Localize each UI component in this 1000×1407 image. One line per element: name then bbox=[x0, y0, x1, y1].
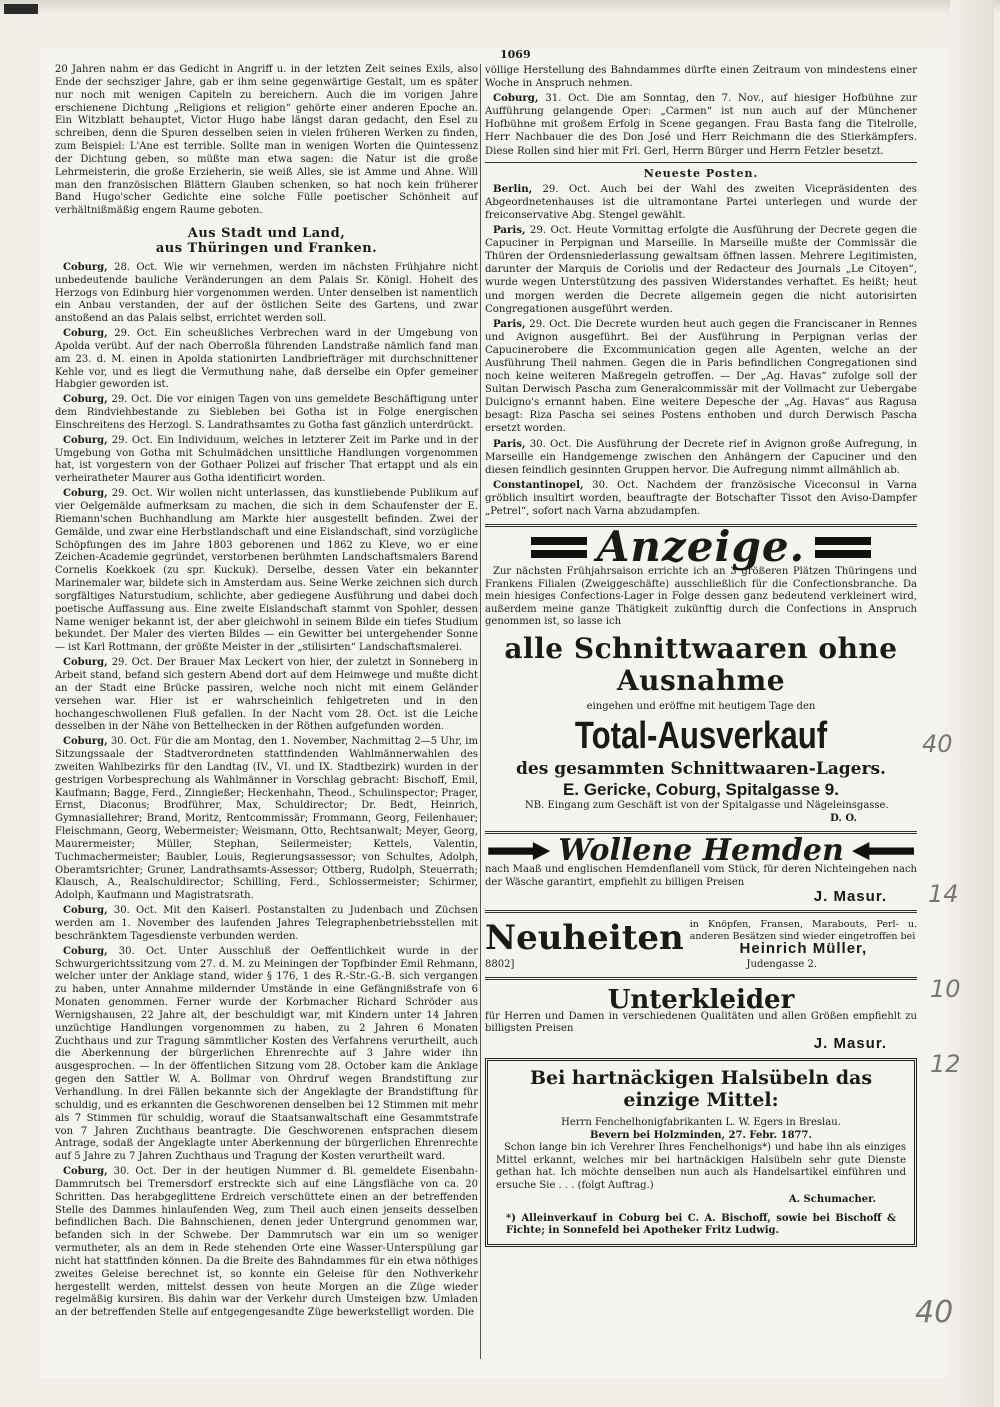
page-number: 1069 bbox=[500, 48, 531, 61]
neuheiten-address: Judengasse 2. bbox=[746, 958, 817, 970]
wollene-title: Wollene Hemden bbox=[558, 832, 844, 868]
right-intro: völlige Herstellung des Bahndammes dürfte einen Zeitraum von mindestens einer Woche in Anspruch nehmen. bbox=[485, 65, 917, 90]
left-articles bbox=[55, 262, 478, 1320]
neuheiten-ad bbox=[485, 919, 917, 972]
margin-mark: 12 bbox=[930, 1050, 961, 1078]
anzeige-nb: NB. Eingang zum Geschäft ist von der Spitalgasse und Nägeleinsgasse. bbox=[525, 800, 889, 812]
article-paragraph bbox=[55, 328, 478, 392]
article-lead: Constantinopel, bbox=[493, 478, 584, 491]
article-text: 30. Oct. Der in der heutigen Nummer d. Bl. gemeldete Eisenbahn-Dammrutsch bei Tremersdorf erstreckte sich auf eine Längsfläche von ca. 20 Schritten. Das herabgeglittene Erdreich verschüttete einen an der betreffenden Stelle des Dammes hinlaufenden Weg, zum Theil auch einen jenseits desselben befindlichen Bach. Die Bahnschienen, denen jeder Untergrund genommen war, befanden sich in der Schwebe. Der Dammrutsch war ein um so weniger vermutheter, als an dem in Rede stehenden Orte eine Wasser-Unterspülung gar nicht hat stattfinden können. Da die Breite des Bahndammes für ein etwa nöthiges zweites Geleise berechnet ist, so konnte ein Geleise für den Nothverkehr hergestellt werden, mittelst dessen von heute Morgen an die Züge wieder regelmäßig kursiren. Bis dahin war der Verkehr durch Umsteigen bzw. Umladen an der betreffenden Stelle auf entgegengesandte Züge bewerkstelligt worden. Die bbox=[55, 1166, 478, 1319]
article-text: 28. Oct. Wie wir vernehmen, werden im nächsten Frühjahre nicht unbedeutende bauliche Veränderungen an dem Palais Sr. Königl. Hoheit des Herzogs von Edinburg hier vorgenommen werden. Unter denselben ist namentlich ein Anbau verstanden, der auf der östlichen Seite des Gartens, und zwar anstoßend an das Palais selbst, errichtet werden soll. bbox=[55, 261, 478, 325]
article-paragraph bbox=[55, 905, 478, 944]
anzeige-header bbox=[485, 522, 917, 572]
article-lead: Paris, bbox=[493, 224, 526, 237]
anzeige-lager: des gesammten Schnittwaaren-Lagers. bbox=[516, 759, 886, 780]
wollene-header bbox=[485, 832, 917, 868]
unterkleider-sign: J. Masur. bbox=[813, 1034, 887, 1052]
left-bars-icon bbox=[531, 537, 587, 558]
article-lead: Coburg, bbox=[63, 434, 108, 446]
article-text: 29. Oct. Ein Individuum, welches in letzterer Zeit im Parke und in der Umgebung von Gotha mit Schulmädchen unsittliche Handlungen vorgenommen hat, ist vorgestern von der Gothaer Polizei auf frischer That ertappt und als ein verheiratheter Maurer aus Gotha identificirt worden. bbox=[55, 434, 478, 485]
article-paragraph bbox=[485, 183, 917, 222]
divider bbox=[485, 162, 917, 163]
right-column bbox=[485, 64, 917, 1247]
neuheiten-title: Neuheiten bbox=[485, 917, 684, 958]
halsuebel-ad bbox=[485, 1058, 917, 1247]
article-text: 29. Oct. Wir wollen nicht unterlassen, das kunstliebende Publikum auf vier Oelgemälde aufmerksam zu machen, die sich in dem Schaufenster der E. Riemann'schen Buchhandlung am Markte hier ausgestellt befinden. Zwei der Gemälde, und zwar eine Herbstlandschaft und eine Eislandschaft, sind vorzügliche Schöpfungen des im Jahre 1803 geborenen und 1862 zu Kleve, wo er eine Zeichen-Academie gegründet, verstorbenen berühmten Landschaftsmalers Barend Cornelis Koekkoek (zu spr. Kuckuk). Derselbe, dessen Vater ein bekannter Marinemaler war, bildete sich in Amsterdam aus. Seine Werke zeichnen sich durch sorgfältiges Naturstudium, schlichte, aber gediegene Ausführung und dabei doch poetische Auffassung aus. Eine zweite Eislandschaft stammt von Spohler, dessen Name weniger bekannt ist, der aber gleichwohl in seinem Bilde ein tiefes Studium bekundet. Der Maler des vierten Bildes — ein Gewitter bei untergehender Sonne — ist Karl Rottmann, der größte Meister in der „stilisirten“ Landschaftsmalerei. bbox=[55, 488, 478, 654]
article-paragraph bbox=[485, 92, 917, 157]
right-bars-icon bbox=[815, 537, 871, 558]
neuheiten-number: 8802] bbox=[485, 958, 515, 970]
article-text: 30. Oct. Die Ausführung der Decrete rief in Avignon große Aufregung, in Marseille ein Handgemenge zwischen den Anhängern der Capuciner und den diesen feindlich gesinnten Gruppen hervor. Die Aufregung nimmt allmählich ab. bbox=[485, 438, 918, 476]
article-paragraph bbox=[485, 224, 917, 316]
pointing-hand-icon bbox=[852, 842, 914, 860]
halsuebel-sign: A. Schumacher. bbox=[788, 1194, 876, 1206]
anzeige-big-line: alle Schnittwaaren ohne Ausnahme bbox=[504, 631, 898, 697]
article-paragraph bbox=[485, 318, 917, 436]
margin-mark: 14 bbox=[928, 880, 959, 908]
scan-marker bbox=[4, 4, 38, 14]
left-column bbox=[55, 64, 478, 1322]
unterkleider-title: Unterkleider bbox=[607, 985, 795, 1016]
unterkleider-ad bbox=[485, 985, 917, 1052]
margin-mark: 40 bbox=[915, 1295, 954, 1330]
article-lead: Coburg, bbox=[63, 905, 108, 917]
article-text: 29. Oct. Heute Vormittag erfolgte die Ausführung der Decrete gegen die Capuciner in Perpignan und Marseille. In Marseille mußte der Commissär die Thüren der Ordensniederlassung gewaltsam öffnen lassen. Mehrere Legitimisten, darunter der Marquis de Coriolis und der Redacteur des Journals „Le Citoyen“, wurde wegen Unterstützung des passiven Widerstandes verhaftet. Es heißt; heut und morgen werden die Decrete allgemein gegen die nicht autorisirten Congregationen ausgeführt werden. bbox=[485, 225, 917, 315]
article-text: 29. Oct. Ein scheußliches Verbrechen ward in der Umgebung von Apolda verübt. Auf der nach Oberroßla führenden Landstraße nämlich fand man am 23. d. M. einen in Apolda stationirten Landbriefträger mit durchschnittener Kehle vor, und es liegt die Vermuthung nahe, daß derselbe ein Opfer gemeiner Habgier geworden ist. bbox=[55, 328, 478, 391]
article-lead: Paris, bbox=[493, 317, 526, 330]
unterkleider-text: für Herren und Damen in verschiedenen Qualitäten und allen Größen empfiehlt zu billigsten Preisen bbox=[485, 1010, 917, 1035]
double-divider bbox=[485, 977, 917, 980]
article-paragraph bbox=[55, 435, 478, 486]
right-articles-top bbox=[485, 92, 917, 157]
article-lead: Coburg, bbox=[63, 657, 108, 669]
article-paragraph bbox=[55, 946, 478, 1164]
anzeige-ad bbox=[485, 522, 917, 825]
halsuebel-title-1: Bei hartnäckigen Halsübeln das bbox=[529, 1067, 873, 1090]
halsuebel-footnote: *) Alleinverkauf in Coburg bei C. A. Bischoff, sowie bei Bischoff & Fichte; in Sonnefeld bei Apotheker Fritz Ludwig. bbox=[506, 1212, 896, 1237]
wollene-ad bbox=[485, 832, 917, 906]
anzeige-total: Total-Ausverkauf bbox=[574, 715, 828, 758]
article-paragraph bbox=[55, 394, 478, 433]
article-paragraph bbox=[55, 262, 478, 326]
intro-paragraph: 20 Jahren nahm er das Gedicht in Angriff u. in der letzten Zeit seines Exils, also Ende der sechsziger Jahre, gab er ihm seine gegenwärtige Gestalt, um es später nur noch mit wenigen Capiteln zu bereichern. Auch die im vorigen Jahre erschienene Dichtung „Religions et religion“ gehörte einer anderen Epoche an. Ein Witzblatt behauptet, Victor Hugo habe längst daran gedacht, den Esel zu schreiben, denn die Spuren desselben seien in vielen früheren Werken zu finden, zum Beispiel: L'Ane est terrible. Sollte man in wenigen Worten die Quintessenz der Dichtung geben, so müßte man etwa sagen: die Natur ist die große Lehrmeisterin, die große Erzieherin, sie weiß Alles, sie ist Amme und Ahne. Will man den französischen Blättern Glauben schenken, so hat noch kein früherer Band Hugo'scher Gedichte eine solche Fülle poetischer Schönheit auf verhältnißmäßig engem Raume geboten. bbox=[55, 64, 478, 217]
anzeige-intro: Zur nächsten Frühjahrsaison errichte ich an 3 größeren Plätzen Thüringens und Frankens Filialen (Zweiggeschäfte) ausschließlich für die Confectionsbranche. Da mein hiesiges Confections-Lager in Folge dessen ganz bedeutend verkleinert wird, außerdem meine ganze Thätigkeit zukünftig durch die Confections in Anspruch genommen ist, so lasse ich bbox=[485, 566, 917, 628]
neuheiten-row bbox=[485, 919, 917, 957]
article-lead: Coburg, bbox=[63, 736, 108, 748]
article-text: 30. Oct. Unter Ausschluß der Oeffentlichkeit wurde in der Schwurgerichtssitzung vom 27. d. M. zu Meiningen der Topfbinder Emil Rehmann, welcher unter der Anklage stand, wider § 176, 1 des R.-Str.-G.-B. sich vergangen zu haben, unter Annahme mildernder Umstände in eine Gefängnißstrafe von 6 Monaten genommen. Ferner wurde der Korbmacher Richard Schröder aus Wernigshausen, 22 Jahre alt, der beschuldigt war, mit Kindern unter 14 Jahren unzüchtige Handlungen vorgenommen zu haben, zu 2 Jahren 6 Monaten Zuchthaus und zur Tragung sämmtlicher Kosten des Verfahrens verurtheilt, auch die Aberkennung der bürgerlichen Ehrenrechte auf 3 Jahre wider ihn ausgesprochen. — In der öffentlichen Sitzung vom 28. October kam die Anklage gegen den Sattler W. A. Bollmar von Ohrdruf wegen Brandstiftung zur Verhandlung. In drei Fällen bekannte sich der Angeklagte der Brandstiftung für schuldig, und es erkannten die Geschworenen denselben bei 12 Stimmen mit mehr als 7 Stimmen für schuldig, worauf die Staatsanwaltschaft eine Gesammtstrafe von 7 Jahren Zuchthaus beantragte. Die Geschworenen entsprachen diesem Antrage, sodaß der Angeklagte unter Aberkennung der bürgerlichen Ehrenrechte auf 5 Jahre zu 7 Jahren Zuchthaus und Tragung der Kosten verurtheilt ward. bbox=[55, 945, 478, 1163]
article-text: 29. Oct. Die vor einigen Tagen von uns gemeldete Beschäftigung unter dem Rindviehbestande zu Siebleben bei Gotha ist in Folge energischen Einschreitens des Herzogl. S. Landrathsamtes zu Gotha fast gänzlich unterdrückt. bbox=[55, 394, 478, 431]
margin-mark: 10 bbox=[930, 975, 961, 1003]
article-lead: Coburg, bbox=[63, 261, 108, 273]
column-divider bbox=[480, 64, 481, 1359]
anzeige-nb-sign: D. O. bbox=[830, 812, 857, 824]
article-text: 30. Oct. Nachdem der französische Viceconsul in Varna gröblich insultirt worden, beauftragte der Botschafter Tissot den Aviso-Dampfer „Petrel“, sofort nach Varna abzudampfen. bbox=[485, 479, 917, 517]
article-paragraph bbox=[55, 657, 478, 734]
section-title: Aus Stadt und Land, bbox=[187, 226, 346, 242]
double-divider bbox=[485, 910, 917, 913]
newspaper-page bbox=[40, 48, 945, 1378]
news-articles bbox=[485, 183, 917, 518]
article-lead: Coburg, bbox=[63, 394, 108, 406]
halsuebel-letter: Schon lange bin ich Verehrer Ihres Fenchelhonigs*) und habe ihn als einziges Mittel erkannt, welches mir bei hartnäckigen Halsübeln sehr gute Dienste gethan hat. Ich möchte denselben nun auch als Handelsartikel einführen und ersuche Sie . . . (folgt Auftrag.) bbox=[496, 1142, 906, 1191]
article-text: 29. Oct. Auch bei der Wahl des zweiten Vicepräsidenten des Abgeordnetenhauses ist die ultramontane Partei unterlegen und wurde der freiconservative Abg. Stengel gewählt. bbox=[485, 183, 917, 221]
article-paragraph bbox=[55, 736, 478, 903]
neuheiten-text: in Knöpfen, Fransen, Marabouts, Perl- u. anderen Besätzen sind wieder eingetroffen bei bbox=[689, 918, 917, 942]
halsuebel-place: Bevern bei Holzminden, 27. Febr. 1877. bbox=[590, 1129, 812, 1141]
article-paragraph bbox=[55, 1166, 478, 1320]
article-lead: Coburg, bbox=[63, 1166, 108, 1178]
scan-top-edge bbox=[0, 0, 1000, 14]
pointing-hand-icon bbox=[488, 842, 550, 860]
halsuebel-addressee: Herrn Fenchelhonigfabrikanten L. W. Egers in Breslau. bbox=[561, 1117, 841, 1129]
article-lead: Berlin, bbox=[493, 182, 533, 195]
article-text: 31. Oct. Die am Sonntag, den 7. Nov., auf hiesiger Hofbühne zur Aufführung gelangende Oper: „Carmen“ ist nun auch auf der Münchener Hofbühne mit großem Erfolg in Scene gegangen. Frau Basta fang die Titelrolle, Herr Nachbauer die des Don José und Herr Reichmann die des Stierkämpfers. Diese Rollen sind hier mit Frl. Gerl, Herrn Bürger und Herrn Fetzler besetzt. bbox=[485, 93, 917, 157]
halsuebel-title-2: einzige Mittel: bbox=[623, 1089, 779, 1112]
neuheiten-firm: Heinrich Müller, bbox=[739, 939, 868, 957]
article-text: 29. Oct. Der Brauer Max Leckert von hier, der zuletzt in Sonneberg in Arbeit stand, befand sich gestern Abend dort auf dem Heimwege und mußte dicht an der Stadt eine Brücke passiren, welche noch nicht mit einem Geländer versehen war. Hier ist er wahrscheinlich fehlgetreten und in den hochangeschwollenen Fluß gefallen. In der Nacht vom 28. Oct. ist die Leiche desselben in der Nähe von Bettelhecken in der Röthen aufgefunden worden. bbox=[55, 657, 478, 733]
scan-right-edge bbox=[950, 0, 994, 1407]
section-subtitle: aus Thüringen und Franken. bbox=[155, 240, 378, 256]
article-lead: Paris, bbox=[493, 437, 526, 450]
article-paragraph bbox=[485, 438, 917, 477]
wollene-text: nach Maaß und englischen Hemdenflanell vom Stück, für deren Nichteingehen nach der Wäsche garantirt, empfiehlt zu billigen Preisen bbox=[485, 864, 917, 888]
article-lead: Coburg, bbox=[63, 945, 108, 957]
article-lead: Coburg, bbox=[63, 488, 108, 500]
anzeige-title: Anzeige. bbox=[596, 522, 806, 572]
anzeige-firm: E. Gericke, Coburg, Spitalgasse 9. bbox=[563, 780, 839, 800]
anzeige-small-line: eingehen und eröffne mit heutigem Tage den bbox=[586, 700, 816, 712]
wollene-sign: J. Masur. bbox=[813, 888, 887, 906]
article-lead: Coburg, bbox=[63, 328, 108, 340]
article-text: 30. Oct. Für die am Montag, den 1. November, Nachmittag 2—5 Uhr, im Sitzungssaale der Stadtverordneten stattfindenden Wahlmännerwahlen des zweiten Wahlbezirks für den Landtag (IV., VI. und IX. Stadtbezirk) wurden in der gestrigen Vorbesprechung als Wahlmänner in Vorschlag gebracht: Bischoff, Emil, Kaufmann; Bagge, Ferd., Zinngießer; Heckenhahn, Theod., Schulinspector; Prager, Ernst, Diaconus; Brodführer, Max, Schuldirector; Dr. Bedt, Heinrich, Gymnasiallehrer; Brand, Moritz, Rentcommissär; Frommann, Georg, Feilenhauer; Fleischmann, Georg, Webermeister; Weismann, Otto, Rechtsanwalt; Meyer, Georg, Maurermeister; Müller, Stephan, Seilermeister; Kettels, Valentin, Tuchmachermeister; Baubler, Louis, Regierungsassessor; von Schultes, Adolph, Oberamtsrichter; Gruner, Landrathsamts-Assessor; Ottberg, Rudolph, Steuerrath; Klausch, A., Realschuldirector; Schilling, Ferd., Schlossermeister; Schirmer, Adolph, Kaufmann und Magistratsrath. bbox=[55, 736, 478, 902]
margin-mark: 40 bbox=[922, 730, 953, 758]
article-text: 29. Oct. Die Decrete wurden heut auch gegen die Franciscaner in Rennes und Avignon ausgeführt. Bei der Ausführung in Perpignan verlas der Capucinerobere die Excommunication gegen alle Agenten, welche an der Ausführung Theil nahmen. Gegen die in Paris befindlichen Congregationen sind noch keine weiteren Maßregeln getroffen. — Der „Ag. Havas“ zufolge soll der Sultan Derwisch Pascha zum Generalcommissär mit der Vollmacht zur Uebergabe Dulcigno's ernannt haben. Eine weitere Depesche der „Ag. Havas“ aus Ragusa besagt: Riza Pascha sei seines Postens enthoben und durch Derwisch Pascha ersetzt worden. bbox=[485, 318, 917, 435]
article-paragraph bbox=[55, 488, 478, 655]
article-lead: Coburg, bbox=[493, 92, 539, 105]
news-title: Neueste Posten. bbox=[643, 166, 759, 180]
article-paragraph bbox=[485, 479, 917, 518]
article-text: 30. Oct. Mit den Kaiserl. Postanstalten zu Judenbach und Züchsen werden am 1. November des laufenden Jahres Telegraphenbetriebsstellen mit beschränktem Tagesdienste verbunden werden. bbox=[55, 905, 478, 942]
